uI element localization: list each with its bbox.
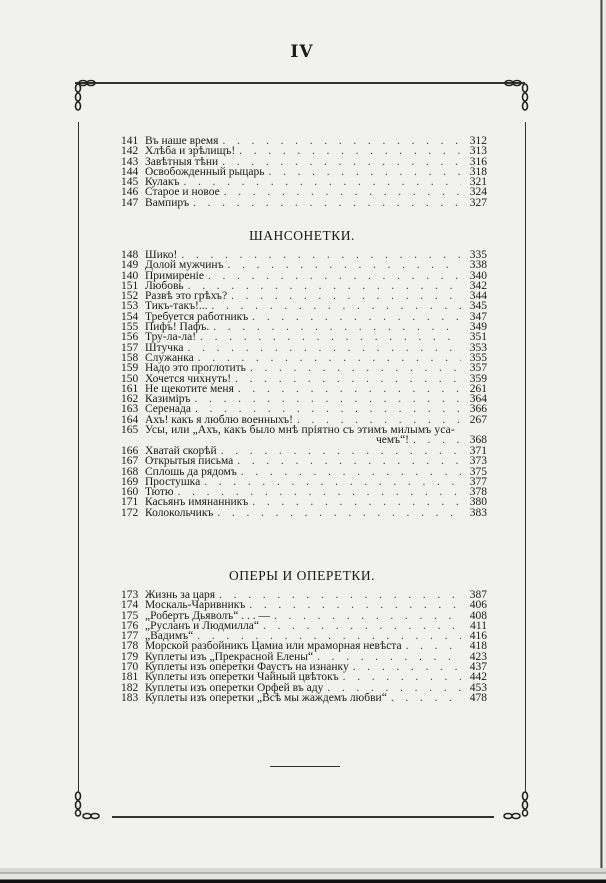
leader-dots bbox=[235, 146, 461, 156]
entry-number: 156 bbox=[121, 331, 139, 344]
closing-rule bbox=[270, 766, 340, 767]
entry-page: 338 bbox=[469, 259, 487, 272]
entry-page: 335 bbox=[469, 249, 487, 261]
entry-page: 368 bbox=[469, 434, 487, 447]
corner-ornament-icon bbox=[500, 786, 540, 826]
entry-title: Открытыя письма bbox=[145, 455, 234, 468]
entry-number: 179 bbox=[121, 650, 139, 663]
entry-title: Тру-ла-ла! bbox=[145, 331, 197, 344]
entry-page: 321 bbox=[469, 176, 487, 189]
entry-title: Куплеты изъ оперетки Чайный цвѣтокъ bbox=[145, 671, 339, 684]
frame-bottom-border bbox=[112, 816, 494, 818]
entry-page: 349 bbox=[469, 321, 487, 334]
entry-page: 347 bbox=[469, 310, 487, 323]
leader-dots bbox=[387, 693, 461, 703]
leader-dots bbox=[409, 435, 461, 445]
entry-title: Въ наше время bbox=[145, 135, 219, 147]
entry-page: 478 bbox=[469, 691, 487, 704]
entry-number: 151 bbox=[121, 279, 139, 292]
entry-title: Освобожденный рыцарь bbox=[145, 165, 265, 178]
frame-left-border bbox=[78, 122, 79, 792]
entry-title: Завѣтныя тѣни bbox=[145, 155, 219, 168]
leader-dots bbox=[246, 363, 461, 373]
entry-number: 182 bbox=[121, 681, 139, 694]
entry-title: Тикъ-такъ!... bbox=[145, 300, 208, 313]
entry-number: 154 bbox=[121, 310, 139, 323]
entry-title: Шико! bbox=[145, 249, 178, 261]
toc-section-operas bbox=[121, 590, 487, 703]
corner-ornament-icon bbox=[72, 786, 112, 826]
entry-title: Долой мужчинъ bbox=[145, 259, 224, 272]
section-heading-chansonettes: ШАНСОНЕТКИ. bbox=[249, 228, 355, 243]
entry-number: 143 bbox=[121, 155, 139, 168]
entry-number: 161 bbox=[121, 382, 139, 395]
entry-title: Старое и новое bbox=[145, 186, 220, 199]
entry-title: Не щекотите меня bbox=[145, 382, 234, 395]
entry-title: Морской разбойникъ Цамиа или мраморная невѣста bbox=[145, 640, 402, 653]
toc-entry-wrapped bbox=[121, 425, 487, 446]
entry-title: Кулакъ bbox=[145, 176, 180, 189]
entry-page: 442 bbox=[469, 671, 487, 684]
entry-title: Служанка bbox=[145, 351, 194, 364]
entry-number: 171 bbox=[121, 496, 139, 509]
entry-number: 144 bbox=[121, 165, 139, 178]
entry-title: чемъ“! bbox=[375, 434, 409, 447]
entry-page: 453 bbox=[469, 681, 487, 694]
entry-title: Куплеты изъ оперетки „Всѣ мы жаждемъ любви“ bbox=[145, 691, 387, 704]
page-edge bbox=[600, 0, 603, 876]
entry-page: 327 bbox=[469, 196, 487, 209]
entry-page: 373 bbox=[469, 455, 487, 468]
toc-row bbox=[121, 693, 487, 703]
leader-dots bbox=[215, 590, 461, 600]
entry-number: 167 bbox=[121, 455, 139, 468]
leader-dots bbox=[196, 332, 461, 342]
entry-number: 176 bbox=[121, 619, 139, 632]
entry-title: Хватай скорѣй bbox=[145, 445, 217, 457]
entry-title: Куплеты изъ оперетки Орфей въ аду bbox=[145, 681, 324, 694]
entry-page: 312 bbox=[469, 135, 487, 147]
leader-dots bbox=[189, 198, 461, 208]
section-heading-operas: ОПЕРЫ И ОПЕРЕТКИ. bbox=[229, 568, 375, 583]
entry-page: 423 bbox=[469, 650, 487, 663]
entry-title: „Вадимъ“ bbox=[145, 630, 194, 643]
entry-title: „Русланъ и Людмилла“ bbox=[145, 619, 259, 632]
entry-page: 408 bbox=[469, 609, 487, 622]
entry-number: 155 bbox=[121, 321, 139, 334]
leader-dots bbox=[191, 394, 462, 404]
leader-dots bbox=[231, 374, 461, 384]
toc-group-1 bbox=[121, 136, 487, 208]
toc-row bbox=[121, 198, 487, 208]
entry-number: 147 bbox=[121, 196, 139, 209]
scan-bottom-edge bbox=[0, 868, 606, 883]
entry-number: 142 bbox=[121, 145, 139, 158]
entry-number: 152 bbox=[121, 290, 139, 303]
entry-number: 170 bbox=[121, 661, 139, 674]
entry-page: 357 bbox=[469, 362, 487, 375]
entry-page: 342 bbox=[469, 279, 487, 292]
entry-number: 159 bbox=[121, 362, 139, 375]
entry-page: 406 bbox=[469, 599, 487, 612]
entry-page: 437 bbox=[469, 661, 487, 674]
entry-number: 148 bbox=[121, 249, 139, 261]
entry-page: 387 bbox=[469, 589, 487, 601]
entry-number: 168 bbox=[121, 465, 139, 478]
entry-number: 146 bbox=[121, 186, 139, 199]
toc-row bbox=[121, 477, 487, 487]
toc-section-chansonettes bbox=[121, 250, 487, 425]
entry-title: Сплошь да рядомъ bbox=[145, 465, 237, 478]
entry-number: 163 bbox=[121, 403, 139, 416]
entry-title: Куплеты изъ „Прекрасной Елены“ bbox=[145, 650, 314, 663]
entry-page: 416 bbox=[469, 630, 487, 643]
entry-page: 351 bbox=[469, 331, 487, 344]
leader-dots bbox=[218, 136, 461, 146]
entry-title: Тютю bbox=[145, 486, 174, 499]
entry-number: 177 bbox=[121, 630, 139, 643]
entry-number: 183 bbox=[121, 691, 139, 704]
leader-dots bbox=[339, 672, 461, 682]
entry-number: 149 bbox=[121, 259, 139, 272]
entry-title: Колокольчикъ bbox=[145, 506, 214, 519]
entry-title: Серенада bbox=[145, 403, 191, 416]
entry-page: 345 bbox=[469, 300, 487, 313]
leader-dots bbox=[213, 508, 461, 518]
entry-title: Развѣ это грѣхъ? bbox=[145, 290, 228, 303]
entry-number: 164 bbox=[121, 413, 139, 426]
leader-dots bbox=[349, 662, 461, 672]
entry-number: 160 bbox=[121, 486, 139, 499]
frame-right-border bbox=[525, 122, 526, 792]
entry-page: 380 bbox=[469, 496, 487, 509]
entry-page: 353 bbox=[469, 341, 487, 354]
entry-page: 344 bbox=[469, 290, 487, 303]
leader-dots bbox=[200, 477, 461, 487]
entry-title: Примиреніе bbox=[145, 269, 204, 282]
entry-page: 371 bbox=[469, 445, 487, 457]
entry-number: 172 bbox=[121, 506, 139, 519]
entry-title: Хочется чихнуть! bbox=[145, 372, 232, 385]
entry-page: 316 bbox=[469, 155, 487, 168]
entry-number: 150 bbox=[121, 372, 139, 385]
leader-dots bbox=[270, 611, 461, 621]
entry-title: Казиміръ bbox=[145, 393, 191, 406]
entry-title: Касьянъ имянанникъ bbox=[145, 496, 249, 509]
corner-ornament-icon bbox=[500, 76, 540, 116]
entry-page: 355 bbox=[469, 351, 487, 364]
entry-number: 141 bbox=[121, 135, 139, 147]
entry-page: 267 bbox=[469, 413, 487, 426]
entry-title: Ахъ! какъ я люблю военныхъ! bbox=[145, 413, 293, 426]
entry-number: 166 bbox=[121, 445, 139, 457]
entry-title: „Робертъ Дьяволъ“ . . . — bbox=[145, 609, 270, 622]
leader-dots bbox=[402, 641, 461, 651]
entry-number: 140 bbox=[121, 269, 139, 282]
toc-row bbox=[121, 425, 487, 435]
entry-title: Москаль-Чаривникъ bbox=[145, 599, 246, 612]
entry-number: 145 bbox=[121, 176, 139, 189]
entry-number: 157 bbox=[121, 341, 139, 354]
leader-dots bbox=[234, 384, 461, 394]
entry-title: Хлѣба и зрѣлищъ! bbox=[145, 145, 236, 158]
corner-ornament-icon bbox=[60, 76, 100, 116]
leader-dots bbox=[179, 177, 461, 187]
leader-dots bbox=[245, 600, 461, 610]
entry-page: 364 bbox=[469, 393, 487, 406]
entry-number: 173 bbox=[121, 589, 139, 601]
entry-title: Куплеты изъ оперетки Фаустъ на изнанку bbox=[145, 661, 349, 674]
entry-title: Требуется работникъ bbox=[145, 310, 249, 323]
entry-number: 165 bbox=[121, 424, 139, 436]
entry-page: 261 bbox=[469, 382, 487, 395]
entry-title: Вампиръ bbox=[145, 196, 190, 209]
leader-dots bbox=[204, 271, 461, 281]
entry-page: 313 bbox=[469, 145, 487, 158]
entry-title: Жизнь за царя bbox=[145, 589, 216, 601]
leader-dots bbox=[237, 467, 461, 477]
entry-page: 377 bbox=[469, 475, 487, 488]
entry-page: 383 bbox=[469, 506, 487, 519]
entry-number: 175 bbox=[121, 609, 139, 622]
leader-dots bbox=[248, 312, 461, 322]
entry-number: 178 bbox=[121, 640, 139, 653]
entry-title: Надо это проглотить bbox=[145, 362, 246, 375]
entry-title: Пифъ! Пафъ. bbox=[145, 321, 210, 334]
leader-dots bbox=[259, 621, 461, 631]
entry-number: 153 bbox=[121, 300, 139, 313]
leader-dots bbox=[209, 322, 461, 332]
toc-row bbox=[121, 508, 487, 518]
entry-number: 158 bbox=[121, 351, 139, 364]
entry-page: 411 bbox=[470, 619, 487, 632]
entry-number: 174 bbox=[121, 599, 139, 612]
leader-dots bbox=[184, 343, 461, 353]
entry-page: 378 bbox=[469, 486, 487, 499]
leader-dots bbox=[220, 187, 461, 197]
entry-title: Усы, или „Ахъ, какъ было мнѣ пріятно съ этимъ милымъ уса- bbox=[145, 424, 455, 436]
entry-number: 162 bbox=[121, 393, 139, 406]
leader-dots bbox=[248, 497, 461, 507]
leader-dots bbox=[265, 167, 461, 177]
entry-page: 359 bbox=[469, 372, 487, 385]
entry-page: 375 bbox=[469, 465, 487, 478]
entry-page: 366 bbox=[469, 403, 487, 416]
page-number: IV bbox=[290, 42, 314, 62]
entry-page: 418 bbox=[469, 640, 487, 653]
entry-page: 340 bbox=[469, 269, 487, 282]
entry-title: Штучка bbox=[145, 341, 184, 354]
leader-dots bbox=[227, 291, 461, 301]
entry-page: 318 bbox=[469, 165, 487, 178]
entry-page: 324 bbox=[469, 186, 487, 199]
entry-number: 169 bbox=[121, 475, 139, 488]
leader-dots bbox=[217, 446, 461, 456]
entry-title: Простушка bbox=[145, 475, 201, 488]
toc-section-chansonettes-cont bbox=[121, 446, 487, 518]
leader-dots bbox=[224, 260, 461, 270]
entry-number: 181 bbox=[121, 671, 139, 684]
entry-title: Любовь bbox=[145, 279, 184, 292]
leader-dots bbox=[233, 456, 461, 466]
frame-top-border bbox=[75, 82, 525, 84]
